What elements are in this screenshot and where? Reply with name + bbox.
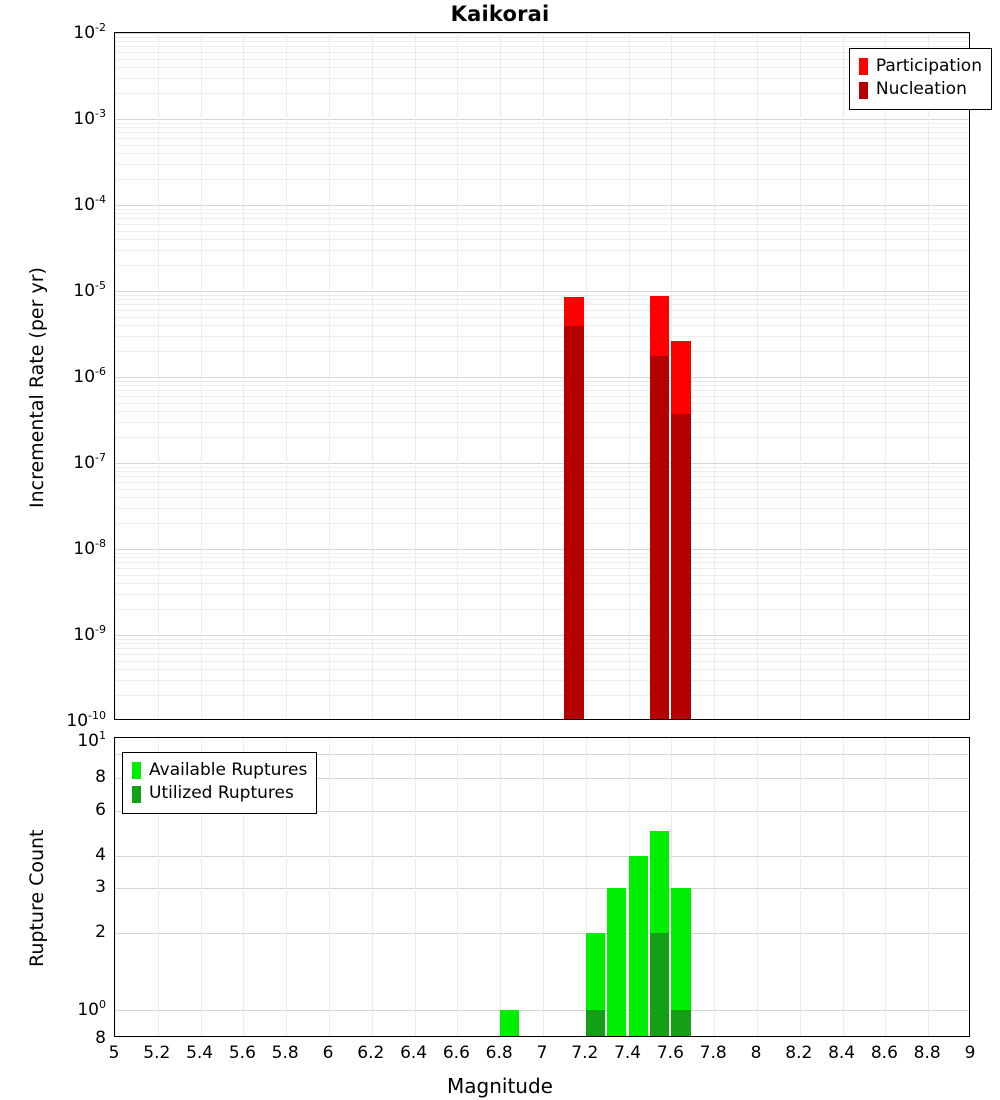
gridline-v xyxy=(415,738,416,1036)
x-tick-label: 9 xyxy=(964,1043,976,1063)
y-tick-label: 8 xyxy=(95,1028,106,1049)
legend-label: Available Ruptures xyxy=(149,760,308,780)
x-tick-label: 6.8 xyxy=(485,1043,513,1063)
x-tick-label: 7.2 xyxy=(571,1043,599,1063)
x-tick-label: 5 xyxy=(108,1043,120,1063)
page-title: Kaikorai xyxy=(450,2,550,26)
rupture-count-legend xyxy=(122,752,317,814)
x-tick-label: 5.6 xyxy=(228,1043,256,1063)
incremental-rate-legend-item xyxy=(859,55,982,78)
legend-swatch-icon xyxy=(132,762,141,779)
rupture-count-legend-item xyxy=(132,759,307,782)
x-tick-label: 8.6 xyxy=(870,1043,898,1063)
gridline-v xyxy=(201,33,202,719)
y-tick-label: $10^{-7}$ xyxy=(73,451,106,473)
gridline-v xyxy=(158,33,159,719)
legend-label: Nucleation xyxy=(875,79,967,100)
legend-swatch-icon xyxy=(132,786,141,803)
gridline-v xyxy=(543,33,544,719)
y-tick-label: $10^{-5}$ xyxy=(73,279,106,301)
x-tick-label: 7.4 xyxy=(614,1043,642,1063)
bar-utilized-ruptures xyxy=(586,1010,605,1037)
gridline-v xyxy=(457,33,458,719)
bar-available-ruptures xyxy=(607,888,626,1037)
gridline-v xyxy=(885,33,886,719)
incremental-rate-legend xyxy=(849,48,992,110)
incremental-rate-y-axis-label: Incremental Rate (per yr) xyxy=(26,267,48,508)
y-tick-label: $10^{-10}$ xyxy=(66,709,106,731)
gridline-v xyxy=(757,738,758,1036)
y-tick-label: 4 xyxy=(95,844,106,865)
x-tick-label: 7.8 xyxy=(699,1043,727,1063)
gridline-v xyxy=(885,738,886,1036)
x-tick-label: 7.6 xyxy=(656,1043,684,1063)
x-tick-label: 5.4 xyxy=(186,1043,214,1063)
x-tick-label: 6.4 xyxy=(400,1043,428,1063)
x-tick-label: 6.6 xyxy=(442,1043,470,1063)
y-tick-label: 2 xyxy=(95,922,106,943)
y-tick-label: $10^{-2}$ xyxy=(73,21,106,43)
gridline-v xyxy=(115,738,116,1036)
gridline-v xyxy=(457,738,458,1036)
gridline-v xyxy=(372,738,373,1036)
bar-available-ruptures xyxy=(629,856,648,1037)
gridline-v xyxy=(714,33,715,719)
gridline-v xyxy=(800,738,801,1036)
y-tick-label: $10^{-9}$ xyxy=(73,623,106,645)
gridline-v xyxy=(243,33,244,719)
y-tick-label: $10^1$ xyxy=(77,729,106,752)
x-tick-label: 7 xyxy=(536,1043,548,1063)
y-tick-label: $10^{-6}$ xyxy=(73,365,106,387)
y-tick-label: 8 xyxy=(95,767,106,788)
gridline-v xyxy=(372,33,373,719)
x-tick-label: 5.8 xyxy=(271,1043,299,1063)
y-tick-label: $10^{-8}$ xyxy=(73,537,106,559)
y-tick-label: $10^{-3}$ xyxy=(73,107,106,129)
x-tick-label: 5.2 xyxy=(143,1043,171,1063)
gridline-v xyxy=(115,33,116,719)
bar-nucleation xyxy=(671,414,690,720)
x-tick-label: 6 xyxy=(322,1043,334,1063)
magnitude-axis-label: Magnitude xyxy=(447,1074,553,1098)
gridline-v xyxy=(757,33,758,719)
legend-swatch-icon xyxy=(859,58,868,75)
gridline-v xyxy=(329,738,330,1036)
y-tick-label: $10^{-4}$ xyxy=(73,193,106,215)
rupture-count-legend-item xyxy=(132,782,307,805)
bar-nucleation xyxy=(564,326,583,720)
incremental-rate-legend-item xyxy=(859,78,982,101)
gridline-v xyxy=(415,33,416,719)
gridline-v xyxy=(286,33,287,719)
x-tick-label: 8.4 xyxy=(828,1043,856,1063)
gridline-v xyxy=(586,33,587,719)
gridline-v xyxy=(928,738,929,1036)
gridline-v xyxy=(928,33,929,719)
gridline-v xyxy=(500,33,501,719)
y-tick-label: $10^0$ xyxy=(77,998,106,1021)
legend-label: Participation xyxy=(875,56,982,76)
x-tick-label: 8 xyxy=(750,1043,762,1063)
x-tick-label: 6.2 xyxy=(357,1043,385,1063)
x-tick-label: 8.8 xyxy=(913,1043,941,1063)
legend-swatch-icon xyxy=(859,82,868,99)
y-tick-label: 3 xyxy=(95,876,106,897)
bar-available-ruptures xyxy=(500,1010,519,1037)
legend-label: Utilized Ruptures xyxy=(149,783,294,804)
gridline-v xyxy=(843,33,844,719)
gridline-v xyxy=(843,738,844,1036)
bar-nucleation xyxy=(650,356,669,720)
incremental-rate-plot xyxy=(114,32,970,720)
y-tick-label: 6 xyxy=(95,799,106,820)
gridline-v xyxy=(629,33,630,719)
bar-utilized-ruptures xyxy=(671,1010,690,1037)
gridline-v xyxy=(800,33,801,719)
gridline-v xyxy=(714,738,715,1036)
gridline-v xyxy=(329,33,330,719)
gridline-v xyxy=(543,738,544,1036)
x-tick-label: 8.2 xyxy=(785,1043,813,1063)
rupture-count-y-axis-label: Rupture Count xyxy=(26,829,48,967)
bar-utilized-ruptures xyxy=(650,933,669,1037)
gridline-v xyxy=(500,738,501,1036)
